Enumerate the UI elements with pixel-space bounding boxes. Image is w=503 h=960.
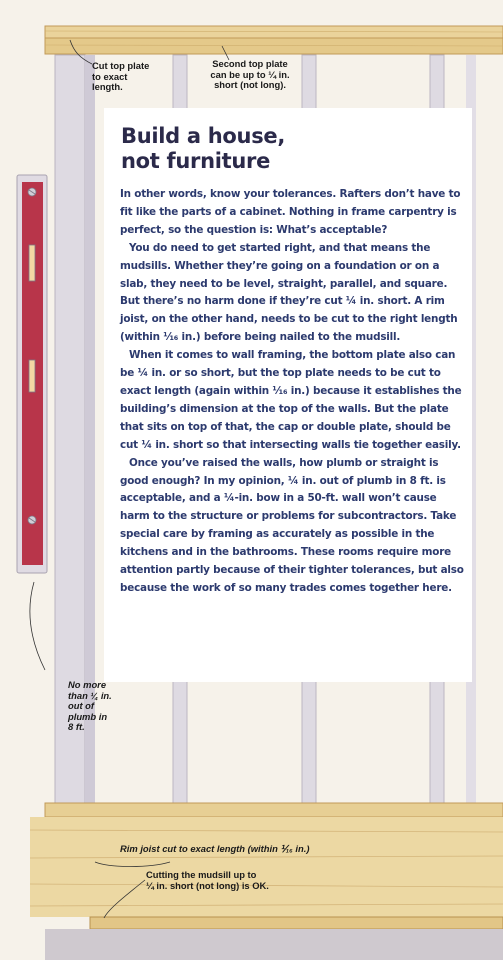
bottom-plate [45, 803, 503, 817]
mudsill [45, 917, 503, 960]
paragraph-2: You do need to get started right, and that means the mudsills. Whether they’re going on a foundation or on a slab, they need to be level, straight, parallel, and square. But there’s no harm done if they’re cut ¼ in. short. A rim joist, on the other hand, needs to be cut to the right length (within ⅟₁₆ in.) before being nailed to the mudsill. [120, 241, 458, 344]
callout-mudsill: Cutting the mudsill up to ¼ in. short (not long) is OK. [146, 869, 269, 891]
paragraph-4: Once you’ve raised the walls, how plumb or straight is good enough? In my opinion, ¼ in. out of plumb in 8 ft. is acceptable, and a ¼-in. bow in a 50-ft. wall won’t cause harm to the structure or problems for subcontractors. Take special care by framing as accurately as possible in the kitchens and in the bathrooms. These rooms require more attention partly because of their tighter tolerances, but also because the work of so many trades comes together here. [120, 456, 464, 594]
title-line-1: Build a house, [121, 124, 286, 148]
rim-joist [30, 817, 503, 917]
callout-rim-joist: Rim joist cut to exact length (within ⅟₁₆ in.) [120, 843, 310, 854]
top-plates [45, 26, 503, 54]
level-tool [17, 175, 47, 573]
callout-plumb: No more than ¼ in. out of plumb in 8 ft. [68, 679, 112, 732]
paragraph-3: When it comes to wall framing, the bottom plate also can be ¼ in. or so short, but the top plate needs to be cut to exact length (again within ⅟₁₆ in.) because it establishes the building’s dimension at the top of the walls. But the plate that sits on top of that, the cap or double plate, should be cut ¼ in. short so that intersecting walls tie together easily. [120, 349, 462, 451]
article-title [121, 124, 451, 174]
paragraph-1: In other words, know your tolerances. Rafters don’t have to fit like the parts of a cabinet. Nothing in frame carpentry is perfect, so the question is: What’s acceptable? [120, 188, 461, 236]
callout-top-plate: Cut top plate to exact length. [92, 60, 150, 92]
title-line-2: not furniture [121, 149, 271, 173]
callout-second-top-plate: Second top plate can be up to ¼ in. short (not long). [210, 58, 290, 90]
article-body [120, 186, 465, 598]
